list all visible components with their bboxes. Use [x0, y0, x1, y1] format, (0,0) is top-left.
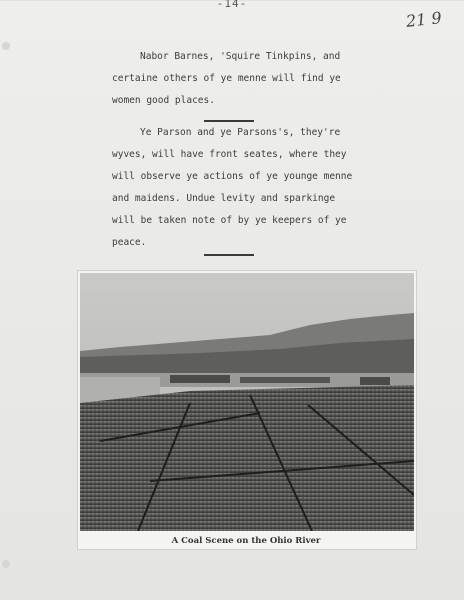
paragraph-line: certaine others of ye menne will find ye — [112, 73, 341, 84]
paragraph-1 — [112, 46, 372, 112]
coal-scene-photo — [80, 273, 414, 531]
paragraph-line: will observe ye actions of ye younge menne — [112, 171, 353, 182]
photo-caption: A Coal Scene on the Ohio River — [171, 536, 321, 546]
paragraph-line: Nabor Barnes, 'Squire Tinkpins, and — [140, 51, 341, 62]
handwritten-note: 21 9 — [405, 8, 443, 31]
paragraph-line: wyves, will have front seates, where they — [112, 149, 347, 160]
paragraph-line: and maidens. Undue levity and sparkinge — [112, 193, 336, 204]
punch-hole — [2, 42, 10, 50]
paragraph-line: women good places. — [112, 95, 215, 106]
section-divider — [204, 254, 254, 256]
paragraph-2 — [112, 122, 372, 254]
paragraph-line: Ye Parson and ye Parsons's, they're — [140, 127, 341, 138]
photo-frame — [77, 270, 417, 550]
paragraph-line: peace. — [112, 237, 147, 248]
paragraph-line: will be taken note of by ye keepers of ye — [112, 215, 347, 226]
page-number: -14- — [216, 0, 248, 10]
punch-hole — [2, 560, 10, 568]
